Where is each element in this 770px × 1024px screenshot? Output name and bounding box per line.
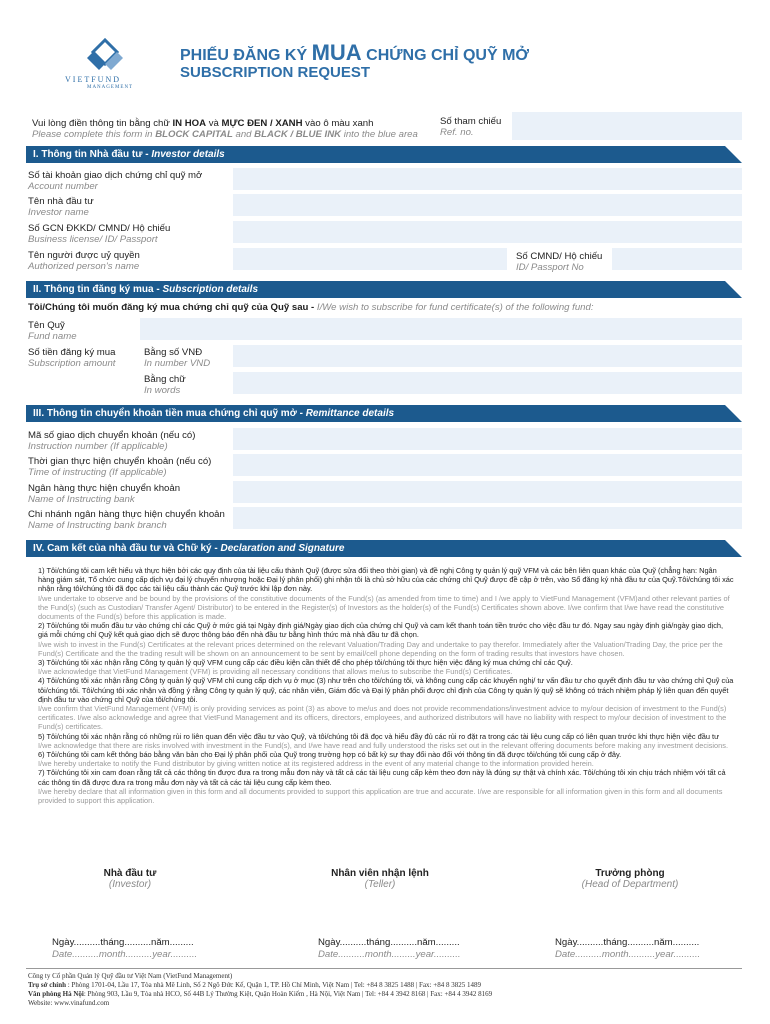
vnd-label: Bằng số VNĐ xyxy=(144,347,203,358)
date-investor[interactable]: Ngày..........tháng..........năm......... xyxy=(52,937,194,948)
branch-label-en: Name of Instructing bank branch xyxy=(28,520,167,531)
declaration-list xyxy=(38,566,734,805)
instruction-number-field[interactable] xyxy=(233,428,742,450)
section-subscription-header: II. Thông tin đăng ký mua - Subscription details xyxy=(26,281,742,298)
branch-label: Chi nhánh ngân hàng thực hiện chuyển khoản xyxy=(28,509,225,520)
license-label: Số GCN ĐKKD/ CMND/ Hộ chiếu xyxy=(28,223,171,234)
date-investor-en: Date..........month..........year.......... xyxy=(52,949,198,960)
declaration-7: 7) Tôi/chúng tôi xin cam đoan rằng tất cả các thông tin được đưa ra trong mẫu đơn này và tất cả các tài liệu cung cấp kèm theo đơn này là đúng sự thật và chính xác. Tôi/chúng tôi xin chịu trách nhiệm với tất cả các thông tin đã được đưa ra trong mẫu đơn này và tất cả các tài liệu cung cấp kèm theo. I/we hereby declare that all information given in this form and all documents provided to support this application are true and accurate. I/we are responsible for all information given in this form and all documents provided to support this application. xyxy=(38,768,726,806)
date-head-en: Date..........month..........year.......... xyxy=(555,949,701,960)
declaration-6: 6) Tôi/chúng tôi cam kết thông báo bằng văn bản cho Đại lý phân phối của Quỹ trong trường hợp có bất kỳ sự thay đổi nào đối với thông tin đã được tôi/chúng tôi cung cấp ở đây. I/we hereby undertake to notify the Fund distributor by giving written notice at its registered address in the event of any material change to the information provided herein. xyxy=(38,750,622,769)
date-teller[interactable]: Ngày..........tháng..........năm......... xyxy=(318,937,460,948)
footer-hq: Trụ sở chính : Phòng 1701-04, Lầu 17, Tòa nhà Mê Linh, Số 2 Ngô Đức Kế, Quận 1, TP. Hồ Chí Minh, Việt Nam | Tel: +84 8 3825 1488 | Fax: +84 8 3825 1489 xyxy=(28,981,481,989)
account-label-en: Account number xyxy=(28,181,98,192)
id-label-en: ID/ Passport No xyxy=(516,262,584,273)
vnd-label-en: In number VND xyxy=(144,358,211,369)
ref-no-field[interactable] xyxy=(512,112,742,140)
bank-label: Ngân hàng thực hiện chuyển khoản xyxy=(28,483,181,494)
id-label: Số CMND/ Hộ chiếu xyxy=(516,251,603,262)
brand-name: VIETFUND xyxy=(65,75,121,84)
words-label-en: In words xyxy=(144,385,181,396)
id-passport-field[interactable] xyxy=(612,248,742,270)
intro-vn: Vui lòng điền thông tin bằng chữ IN HOA và MỰC ĐEN / XANH vào ô màu xanh xyxy=(32,118,374,129)
intro-en: Please complete this form in BLOCK CAPITAL and BLACK / BLUE INK into the blue area xyxy=(32,129,418,140)
license-field[interactable] xyxy=(233,221,742,243)
amount-number-field[interactable] xyxy=(233,345,742,367)
date-head[interactable]: Ngày..........tháng..........năm.......... xyxy=(555,937,700,948)
authorized-label: Tên người được uỷ quyền xyxy=(28,250,140,261)
instruction-label: Mã số giao dịch chuyển khoản (nếu có) xyxy=(28,430,196,441)
instruction-label-en: Instruction number (If applicable) xyxy=(28,441,168,452)
brand-sub: MANAGEMENT xyxy=(87,85,134,90)
fund-label-en: Fund name xyxy=(28,331,77,342)
words-label: Bằng chữ xyxy=(144,374,186,385)
instruction-time-field[interactable] xyxy=(233,454,742,476)
amount-words-field[interactable] xyxy=(233,372,742,394)
declaration-2: 2) Tôi/chúng tôi muốn đầu tư vào chứng chỉ các Quỹ ở mức giá tại Ngày định giá/Ngày giao dịch của chứng chỉ Quỹ và cam kết thanh toán tiền trước cho việc đầu tư đó. Ngay sau ngày định giá/ngày giao dịch, giá mỗi chứng chỉ Quỹ kết quả giao dịch sẽ được thông báo đến nhà đầu tư bằng hình thức mà nhà đầu tư đã chọn. I/we wish to invest in the Fund(s) Certificates at the relevant prices determined on the relevant Valuation/Trading Day and undertake to pay therefor. Immediately after the Valuation/Trading Day, the price per the Fund(s) Certificate and the the trading result will be shown on an announcement to be sent by email/cell phone depending on the form of trading results that investors have chosen. xyxy=(38,621,724,658)
time-label-en: Time of instructing (If applicable) xyxy=(28,467,167,478)
section-investor-header: I. Thông tin Nhà đầu tư - Investor details xyxy=(26,146,742,163)
ref-label-en: Ref. no. xyxy=(440,127,474,138)
authorized-person-field[interactable] xyxy=(233,248,507,270)
footer-website[interactable]: Website: www.vinafund.com xyxy=(28,999,110,1007)
footer-hanoi: Văn phòng Hà Nội: Phòng 903, Lầu 9, Tòa nhà HCO, Số 44B Lý Thường Kiệt, Quận Hoàn Kiếm , Hà Nội, Việt Nam | Tel: +84 4 3942 8168 | Fax: +84 4 3942 8169 xyxy=(28,990,493,998)
investor-label: Tên nhà đầu tư xyxy=(28,196,94,207)
bank-label-en: Name of Instructing bank xyxy=(28,494,135,505)
time-label: Thời gian thực hiện chuyển khoản (nếu có) xyxy=(28,456,212,467)
fund-label: Tên Quỹ xyxy=(28,320,65,331)
section-remittance-header: III. Thông tin chuyển khoản tiền mua chứng chỉ quỹ mở - Remittance details xyxy=(26,405,742,422)
investor-name-field[interactable] xyxy=(233,194,742,216)
page-subtitle: SUBSCRIPTION REQUEST xyxy=(180,64,371,81)
declaration-5: 5) Tôi/chúng tôi xác nhận rằng có những rủi ro liên quan đến việc đầu tư vào Quỹ, và tôi/chúng tôi đã đọc và hiểu đầy đủ các rủi ro đặt ra trong các tài liệu cung cấp có liên quan trước khi thực hiện việc đầu tư I/we acknowledge that there are risks involved with investment in the Fund(s), and I/we have read and fully understood the risks set out in the relevant offering documents before making any investment decisions. xyxy=(38,731,729,750)
footer-divider xyxy=(26,968,742,969)
signature-head[interactable]: Trưởng phòng (Head of Department) xyxy=(581,868,679,890)
account-label: Số tài khoản giao dịch chứng chỉ quỹ mở xyxy=(28,170,203,181)
declaration-3: 3) Tôi/chúng tôi xác nhận rằng Công ty quản lý quỹ VFM cung cấp các điều kiện cần thiết để cho phép tôi/chúng tôi thực hiện việc đăng ký mua chứng chỉ các Quỹ. I/we acknowledge that VietFund Management (VFM) is providing all necessary conditions that allows me/us to subscribe the Fund(s) Certificates. xyxy=(38,658,573,677)
vietfund-logo xyxy=(55,38,155,95)
authorized-label-en: Authorized person's name xyxy=(28,261,140,272)
bank-branch-field[interactable] xyxy=(233,507,742,529)
amount-label-en: Subscription amount xyxy=(28,358,116,369)
declaration-4: 4) Tôi/chúng tôi xác nhận rằng Công ty quản lý quỹ VFM chỉ cung cấp dịch vụ ở mục (3) như trên cho tôi/chúng tôi, và không cung cấp các khuyến nghị/ tư vấn đầu tư cho quyết định đầu tư vào chứng chỉ Quỹ của tôi/chúng tôi. Tôi/chúng tôi xác nhận và đồng ý rằng Công ty quản lý quỹ, các nhân viên, Giám đốc và Đại lý phân phối được chỉ định của Công ty quản lý quỹ sẽ không có trách nhiệm pháp lý liên quan đến quyết định đầu tư vào chứng chỉ Quỹ của tôi/chúng tôi. I/we confirm that VietFund Management (VFM) is only providing services as point (3) as above to me/us and does not provide recommendations/investment advice to my/our decision of investment to the Fund(s) certificates. I/we also acknowledge and agree that VietFund Management and its officers, directors, employees, and authorized distributors will have no liability with respect to my/our decision of investment to the Fund(s) certificates. xyxy=(38,676,734,732)
signature-teller[interactable]: Nhân viên nhận lệnh (Teller) xyxy=(331,868,429,890)
page-title: PHIẾU ĐĂNG KÝ MUA CHỨNG CHỈ QUỸ MỞ xyxy=(180,40,530,65)
declaration-1: 1) Tôi/chúng tôi cam kết hiểu và thực hiện bởi các quy định của tài liệu cấu thành Quỹ (được sửa đổi theo thời gian) và đề nghị Công ty quản lý quỹ VFM và các bên liên quan khác của Quỹ (chẳng hạn: Ngân hàng giám sát, Tổ chức cung cấp dịch vụ đại lý chuyển nhượng hoặc Đại lý phân phối) ghi nhận tôi là chủ sở hữu của các chứng chỉ Quỹ được đề cập ở trên, vào Sổ đăng ký nhà đầu tư của Quỹ.Tôi/chúng tôi xác nhận rằng tôi/chúng tôi đã đọc các tài liệu cấu thành các Quỹ trước khi lập đơn này. I/we undertake to observe and be bound by the provisions of the constitutive documents of the Fund(s) (as amended from time to time) and I /we apply to VietFund Management (VFM)and other relevant parties of the Fund(s) (such as Custodian/ Transfer Agent/ Distributor) to be entered in the Register(s) of Investors as the holder(s) of the Fund(s) Certificates shown above. I/we confirm that I/we have read the constitutive documents of the Fund(s) before this application is made. xyxy=(38,566,734,622)
account-number-field[interactable] xyxy=(233,168,742,190)
signature-investor[interactable]: Nhà đầu tư (Investor) xyxy=(103,868,157,890)
license-label-en: Business license/ ID/ Passport xyxy=(28,234,158,245)
investor-label-en: Investor name xyxy=(28,207,89,218)
bank-name-field[interactable] xyxy=(233,481,742,503)
subscription-wish: Tôi/Chúng tôi muốn đăng ký mua chứng chỉ quỹ của Quỹ sau - I/We wish to subscribe for fund certificate(s) of the following fund: xyxy=(28,302,594,313)
footer-company: Công ty Cổ phần Quản lý Quỹ đầu tư Việt Nam (VietFund Management) xyxy=(28,972,233,980)
date-teller-en: Date..........month.........year.......... xyxy=(318,949,461,960)
ref-label-vn: Số tham chiếu xyxy=(440,116,502,127)
amount-label: Số tiền đăng ký mua xyxy=(28,347,116,358)
section-declaration-header: IV. Cam kết của nhà đầu tư và Chữ ký - Declaration and Signature xyxy=(26,540,742,557)
fund-name-field[interactable] xyxy=(140,318,742,340)
